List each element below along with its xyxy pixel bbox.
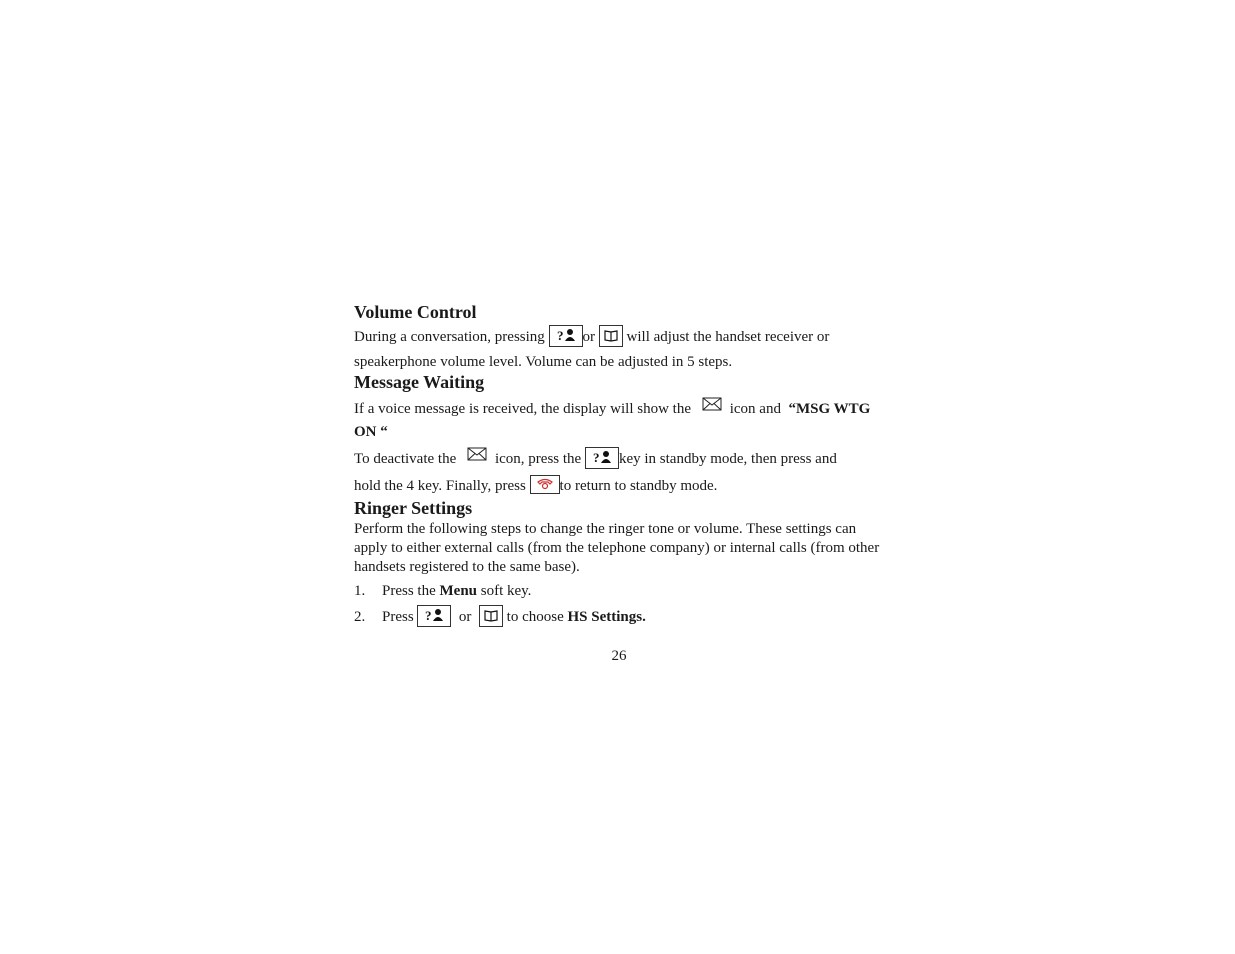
ringer-settings-heading: Ringer Settings	[354, 498, 473, 519]
ringer-intro: Perform the following steps to change the ringer tone or volume. These settings can apply to either external calls (from the telephone company) or internal calls (from other handsets registered to the same base).	[354, 521, 880, 576]
manual-page	[354, 300, 884, 664]
list-item	[354, 580, 884, 602]
svg-text:?: ?	[592, 449, 600, 465]
svg-text:?: ?	[556, 327, 564, 343]
text: soft key.	[480, 583, 532, 600]
envelope-icon	[702, 396, 722, 419]
volume-paragraph-line2: speakerphone volume level. Volume can be adjusted in 5 steps.	[354, 354, 733, 370]
volume-paragraph-line1	[354, 324, 884, 351]
msg-wtg-on-text: ON “	[354, 424, 388, 441]
end-call-key-icon	[530, 475, 560, 494]
up-contact-key-icon	[549, 325, 583, 347]
up-contact-key-icon	[585, 447, 619, 469]
text: icon, press the	[494, 451, 582, 468]
envelope-icon	[467, 444, 487, 471]
up-contact-key-icon	[417, 605, 451, 627]
text: or	[458, 609, 472, 626]
text: Press the	[382, 583, 436, 600]
text: icon and	[729, 401, 781, 417]
message-waiting-heading: Message Waiting	[354, 372, 485, 392]
text: hold the 4 key. Finally, press	[354, 478, 526, 495]
volume-control-heading: Volume Control	[354, 302, 477, 322]
text: If a voice message is received, the display will show the	[354, 401, 691, 417]
hs-settings-text: HS Settings.	[567, 609, 646, 626]
text: During a conversation, pressing	[354, 329, 545, 345]
menu-text: Menu	[439, 583, 477, 600]
step-text	[382, 602, 646, 632]
msg-wtg-text: “MSG WTG	[788, 401, 871, 417]
text: to choose	[506, 609, 564, 626]
message-paragraph-2	[354, 446, 884, 473]
text: will adjust the handset receiver or	[626, 329, 830, 345]
down-phonebook-key-icon	[599, 325, 623, 347]
text: Press	[382, 609, 414, 626]
text: To deactivate the	[354, 451, 457, 468]
step-text	[382, 580, 531, 602]
text: key in standby mode, then press and	[618, 451, 837, 468]
message-paragraph-1	[354, 398, 884, 444]
text: to return to standby mode.	[559, 478, 718, 495]
down-phonebook-key-icon	[479, 605, 503, 627]
step-number: 1.	[354, 583, 366, 600]
list-item	[354, 602, 884, 632]
svg-text:?: ?	[425, 607, 432, 623]
text: or	[582, 329, 596, 345]
step-number: 2.	[354, 609, 366, 626]
page-number: 26	[611, 648, 627, 664]
